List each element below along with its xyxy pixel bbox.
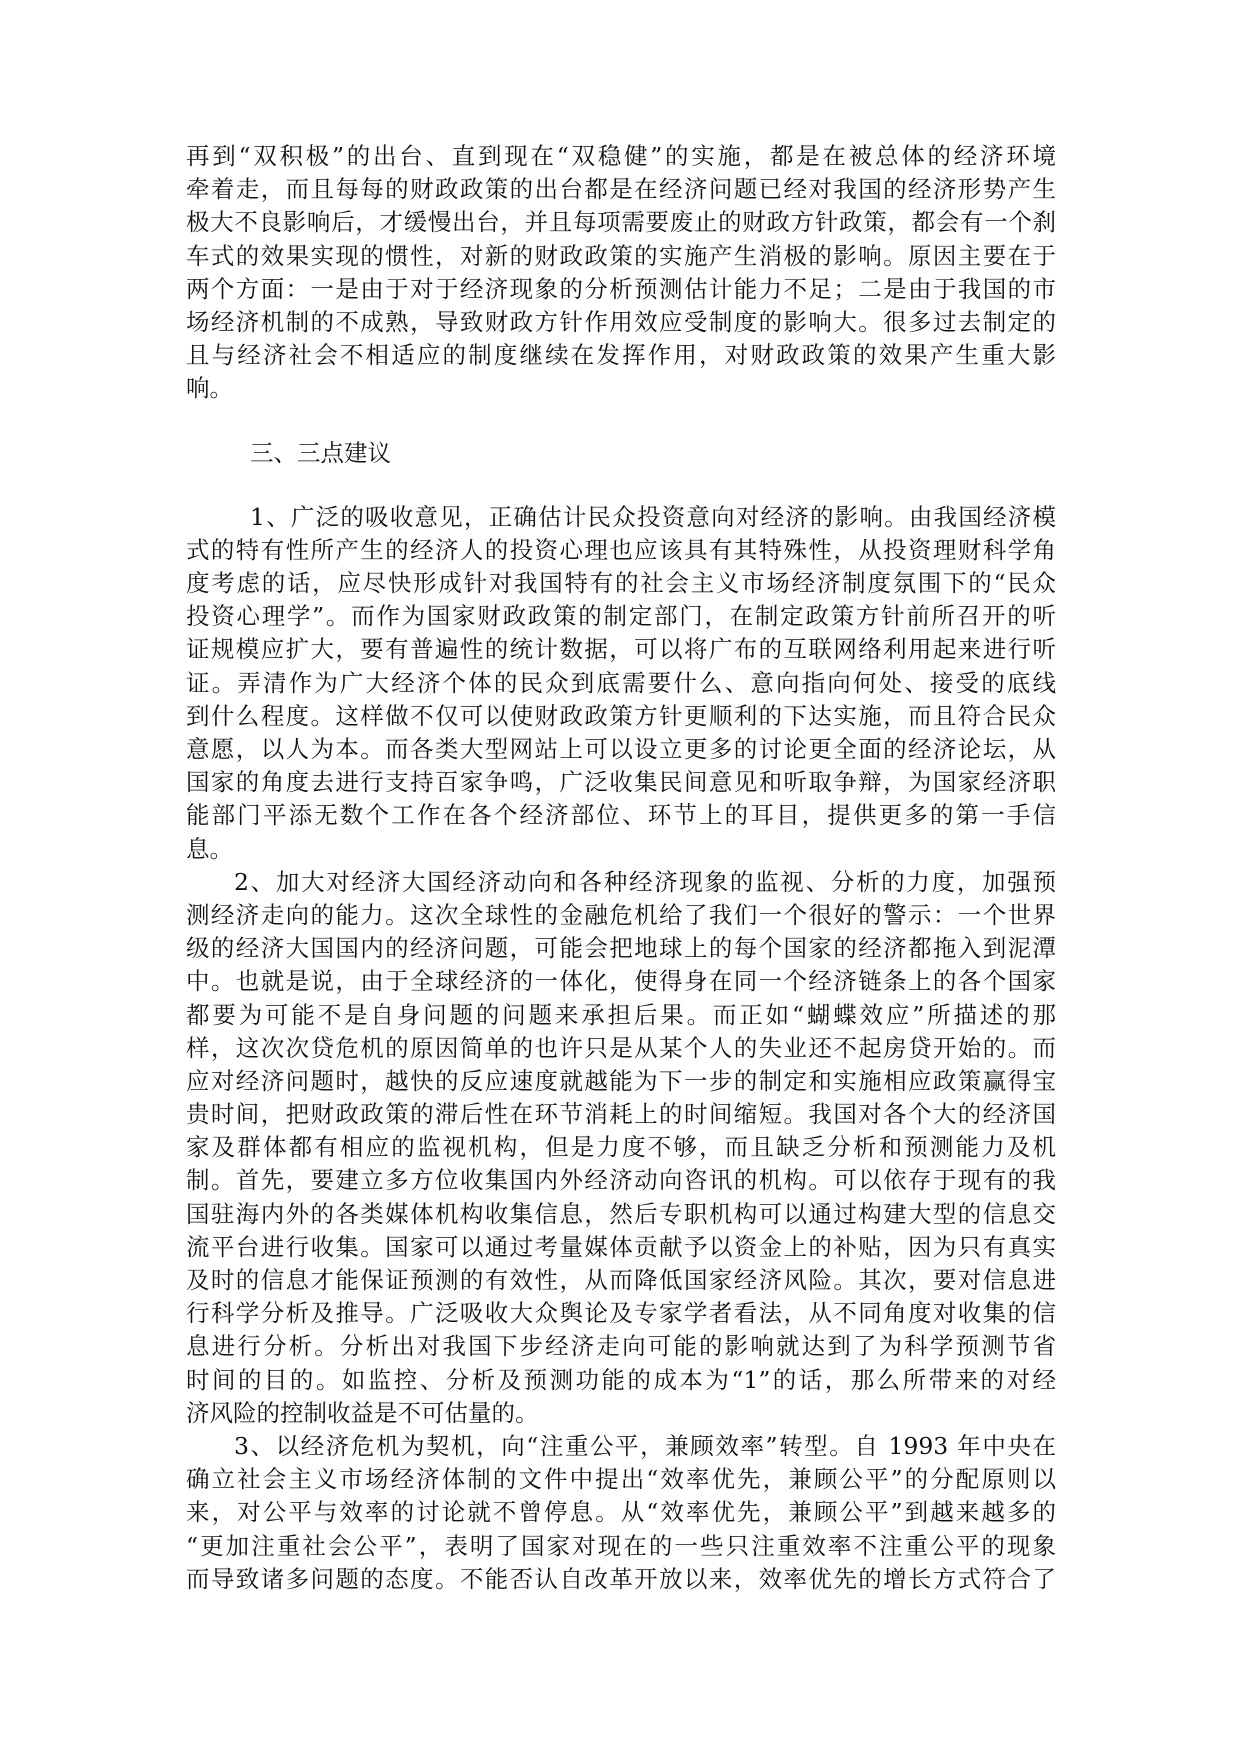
text-line: 证。弄清作为广大经济个体的民众到底需要什么、意向指向何处、接受的底线 <box>186 668 1056 697</box>
text-line: 投资心理学”。而作为国家财政政策的制定部门，在制定政策方针前所召开的听 <box>186 602 1056 631</box>
text-line: 两个方面：一是由于对于经济现象的分析预测估计能力不足；二是由于我国的市 <box>186 274 1056 303</box>
text-line: 贵时间，把财政政策的滞后性在环节消耗上的时间缩短。我国对各个大的经济国 <box>186 1100 1056 1129</box>
text-line: 样，这次次贷危机的原因简单的也许只是从某个人的失业还不起房贷开始的。而 <box>186 1033 1056 1062</box>
text-line: 1、广泛的吸收意见，正确估计民众投资意向对经济的影响。由我国经济模 <box>250 502 1056 531</box>
text-line: 2、加大对经济大国经济动向和各种经济现象的监视、分析的力度，加强预 <box>234 867 1056 896</box>
text-line: 及时的信息才能保证预测的有效性，从而降低国家经济风险。其次，要对信息进 <box>186 1266 1056 1294</box>
paragraph-fiscal-policy-issues <box>186 140 1056 406</box>
text-line: “更加注重社会公平”，表明了国家对现在的一些只注重效率不注重公平的现象 <box>186 1531 1056 1560</box>
text-line: 到什么程度。这样做不仅可以使财政政策方针更顺利的下达实施，而且符合民众 <box>186 701 1056 730</box>
text-line: 意愿，以人为本。而各类大型网站上可以设立更多的讨论更全面的经济论坛，从 <box>186 735 1056 763</box>
text-line: 而导致诸多问题的态度。不能否认自改革开放以来，效率优先的增长方式符合了 <box>186 1564 1056 1593</box>
text-line: 且与经济社会不相适应的制度继续在发挥作用，对财政政策的效果产生重大影 <box>186 341 1056 370</box>
text-line: 能部门平添无数个工作在各个经济部位、环节上的耳目，提供更多的第一手信 <box>186 801 1056 830</box>
paragraph-suggestion-1 <box>186 501 1056 866</box>
document-body <box>186 140 1056 1596</box>
text-line: 国家的角度去进行支持百家争鸣，广泛收集民间意见和听取争辩，为国家经济职 <box>186 768 1056 797</box>
text-line: 证规模应扩大，要有普遍性的统计数据，可以将广布的互联网络利用起来进行听 <box>186 635 1056 664</box>
text-line: 场经济机制的不成熟，导致财政方针作用效应受制度的影响大。很多过去制定的 <box>186 307 1056 336</box>
text-line: 响。 <box>186 374 233 403</box>
text-line: 息。 <box>186 834 233 863</box>
text-line: 车式的效果实现的惯性，对新的财政政策的实施产生消极的影响。原因主要在于 <box>186 241 1056 270</box>
paragraph-suggestion-3 <box>186 1430 1056 1596</box>
text-line: 都要为可能不是自身问题的问题来承担后果。而正如“蝴蝶效应”所描述的那 <box>186 1000 1056 1029</box>
text-line: 级的经济大国国内的经济问题，可能会把地球上的每个国家的经济都拖入到泥潭 <box>186 934 1056 963</box>
text-line: 时间的目的。如监控、分析及预测功能的成本为“1”的话，那么所带来的对经 <box>186 1365 1056 1394</box>
text-line: 来，对公平与效率的讨论就不曾停息。从“效率优先，兼顾公平”到越来越多的 <box>186 1498 1056 1527</box>
text-line: 3、以经济危机为契机，向“注重公平，兼顾效率”转型。自 1993 年中央在 <box>234 1431 1056 1460</box>
text-line: 度考虑的话，应尽快形成针对我国特有的社会主义市场经济制度氛围下的“民众 <box>186 569 1056 598</box>
text-line: 再到“双积极”的出台、直到现在“双稳健”的实施，都是在被总体的经济环境 <box>186 142 1056 170</box>
text-line: 测经济走向的能力。这次全球性的金融危机给了我们一个很好的警示：一个世界 <box>186 900 1056 929</box>
text-line: 中。也就是说，由于全球经济的一体化，使得身在同一个经济链条上的各个国家 <box>186 967 1056 996</box>
text-line: 制。首先，要建立多方位收集国内外经济动向咨讯的机构。可以依存于现有的我 <box>186 1166 1056 1195</box>
paragraph-suggestion-2 <box>186 866 1056 1430</box>
text-line: 流平台进行收集。国家可以通过考量媒体贡献予以资金上的补贴，因为只有真实 <box>186 1232 1056 1261</box>
text-line: 济风险的控制收益是不可估量的。 <box>186 1398 539 1427</box>
text-line: 式的特有性所产生的经济人的投资心理也应该具有其特殊性，从投资理财科学角 <box>186 535 1056 564</box>
text-line: 国驻海内外的各类媒体机构收集信息，然后专职机构可以通过构建大型的信息交 <box>186 1199 1056 1228</box>
text-line: 家及群体都有相应的监视机构，但是力度不够，而且缺乏分析和预测能力及机 <box>186 1133 1056 1162</box>
text-line: 行科学分析及推导。广泛吸收大众舆论及专家学者看法，从不同角度对收集的信 <box>186 1299 1056 1328</box>
text-line: 确立社会主义市场经济体制的文件中提出“效率优先，兼顾公平”的分配原则以 <box>186 1465 1056 1494</box>
text-line: 息进行分析。分析出对我国下步经济走向可能的影响就达到了为科学预测节省 <box>186 1332 1056 1361</box>
text-line: 极大不良影响后，才缓慢出台，并且每项需要废止的财政方针政策，都会有一个刹 <box>186 208 1056 237</box>
text-line: 牵着走，而且每每的财政政策的出台都是在经济问题已经对我国的经济形势产生 <box>186 175 1056 204</box>
section-heading: 三、三点建议 <box>250 438 391 467</box>
text-line: 应对经济问题时，越快的反应速度就越能为下一步的制定和实施相应政策赢得宝 <box>186 1066 1056 1095</box>
